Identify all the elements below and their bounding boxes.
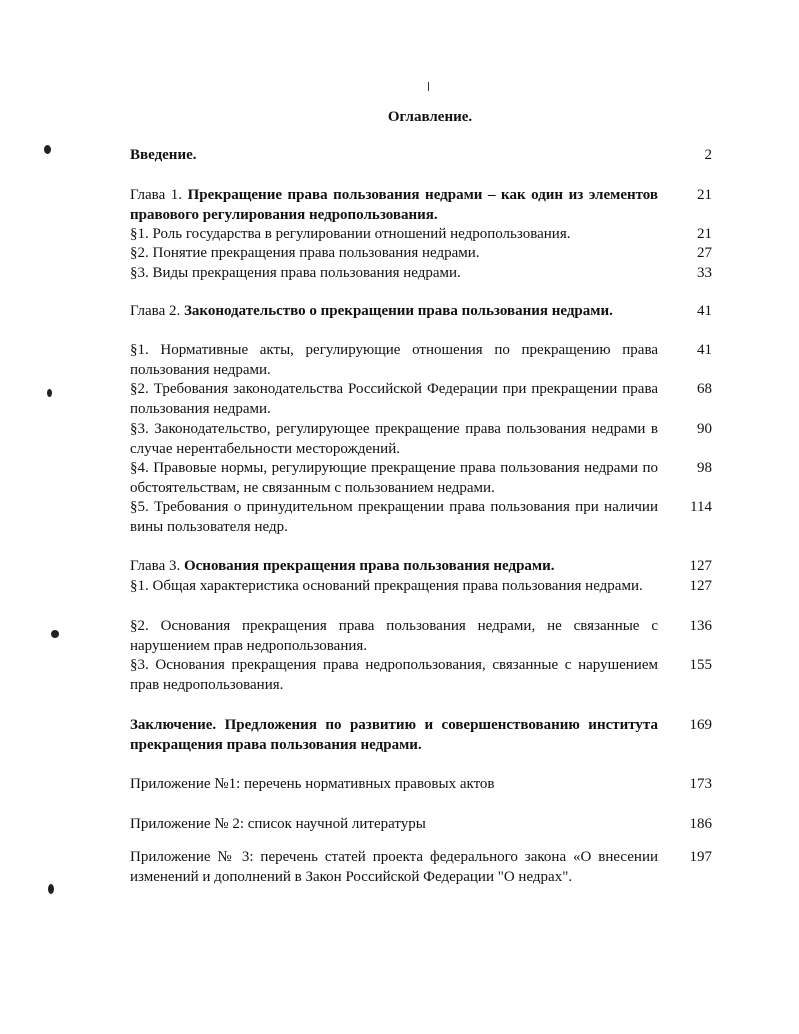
scan-speck [44,145,51,154]
scan-speck [51,630,59,638]
toc-entry-text: §1. Нормативные акты, регулирующие отношения по прекращению права пользования недрами. [130,342,658,378]
toc-chapter-3[interactable] [130,557,712,577]
toc-section[interactable] [130,617,712,656]
toc-entry-text: §1. Роль государства в регулировании отношений недропользования. [130,226,571,242]
toc-page-number: 173 [689,776,712,792]
page-mark [428,82,429,91]
toc-entry-appendix-3[interactable] [130,848,712,887]
toc-entry-text: §3. Виды прекращения права пользования недрами. [130,265,461,281]
toc-section[interactable] [130,341,712,380]
scan-speck [48,884,54,894]
toc-section[interactable] [130,577,712,597]
toc-entry-text [130,186,658,225]
toc-entry-text: §2. Основания прекращения права пользования недрами, не связанные с нарушением прав недропользования. [130,618,658,654]
toc-page-number: 114 [690,499,712,515]
toc-page-number: 41 [697,303,712,319]
toc-page-number: 169 [689,717,712,733]
toc-entry-text: Заключение. Предложения по развитию и совершенствованию института прекращения права пользования недрами. [130,717,658,753]
toc-entry-text: §3. Основания прекращения права недропользования, связанные с нарушением прав недропользования. [130,657,658,693]
toc-page-number: 127 [689,578,712,594]
toc-entry-appendix-1[interactable] [130,775,712,795]
toc-entry-intro[interactable] [130,146,712,166]
toc-entry-text: §2. Требования законодательства Российской Федерации при прекращении права пользования недрами. [130,381,658,417]
chapter-title: Законодательство о прекращении права пользования недрами. [183,303,613,319]
toc-page-number: 21 [697,187,712,203]
toc-page-number: 197 [689,849,712,865]
toc-entry-text [130,302,658,322]
page-title: Оглавление. [387,109,473,125]
toc-entry-appendix-2[interactable] [130,815,712,835]
toc-chapter-2[interactable] [130,302,712,322]
toc-entry-text: §4. Правовые нормы, регулирующие прекращение права пользования недрами по обстоятельствам, не связанным с пользованием недрами. [130,460,658,496]
toc-page-number: 33 [697,265,712,281]
toc-section[interactable] [130,459,712,498]
toc-page-number: 98 [697,460,712,476]
toc-entry-text: §1. Общая характеристика оснований прекращения права пользования недрами. [130,578,643,594]
chapter-title: Прекращение права пользования недрами – как один из элементов правового регулирования недропользования. [130,187,659,223]
toc-section[interactable] [130,420,712,459]
toc-entry-text: §2. Понятие прекращения права пользования недрами. [130,245,480,261]
toc-page-number: 27 [697,245,712,261]
toc-entry-text: §3. Законодательство, регулирующее прекращение права пользования недрами в случае нерентабельности месторождений. [130,421,658,457]
chapter-prefix: Глава 2. [130,303,181,319]
toc-page-number: 90 [697,421,712,437]
toc-page-number: 68 [697,381,712,397]
toc-entry-conclusion[interactable] [130,716,712,755]
toc-entry-text: Введение. [130,147,197,163]
toc-section[interactable] [130,225,712,245]
scan-speck [47,389,52,397]
toc-section[interactable] [130,264,712,284]
toc-entry-text [130,557,658,577]
toc-section[interactable] [130,244,712,264]
toc-page-number: 155 [689,657,712,673]
toc-entry-text: §5. Требования о принудительном прекращении права пользования при наличии вины пользователя недр. [130,499,658,535]
toc-page-number: 21 [697,226,712,242]
toc-page-number: 127 [689,558,712,574]
toc-entry-text: Приложение № 3: перечень статей проекта федерального закона «О внесении изменений и дополнений в Закон Российской Федерации "О недрах". [130,849,658,885]
toc-entry-text: Приложение № 2: список научной литературы [130,816,426,832]
chapter-prefix: Глава 3. [130,558,181,574]
toc-page-number: 186 [689,816,712,832]
toc-chapter-1[interactable] [130,186,712,225]
toc-page-number: 41 [697,342,712,358]
toc-section[interactable] [130,656,712,695]
chapter-title: Основания прекращения права пользования недрами. [183,558,555,574]
toc-page-number: 136 [689,618,712,634]
toc-page-number: 2 [704,147,712,163]
toc-section[interactable] [130,380,712,419]
toc-entry-text: Приложение №1: перечень нормативных правовых актов [130,776,495,792]
toc-section[interactable] [130,498,712,537]
chapter-prefix: Глава 1. [130,187,183,203]
